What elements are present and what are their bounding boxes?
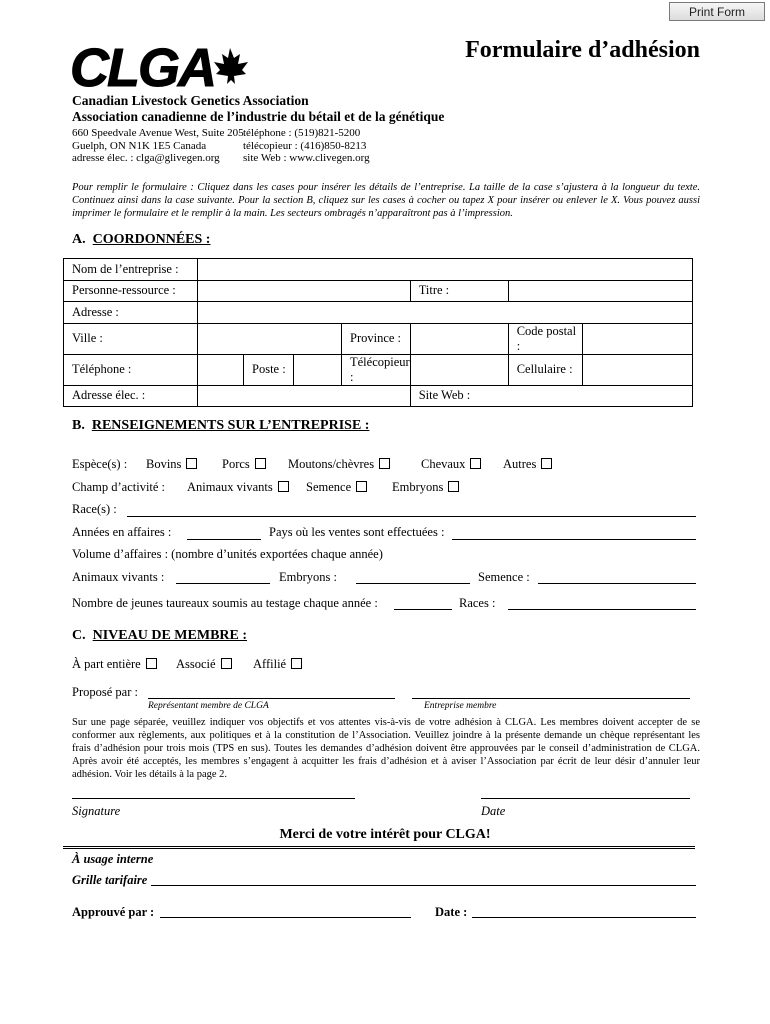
semence-option xyxy=(306,480,367,495)
date-input[interactable] xyxy=(481,798,690,799)
bovins-label: Bovins xyxy=(146,457,182,471)
races-input[interactable] xyxy=(127,516,696,517)
semen-label: Semence : xyxy=(478,570,530,584)
years-label: Années en affaires : xyxy=(72,525,172,539)
chevaux-option xyxy=(421,457,481,472)
section-a-title: COORDONNÉES : xyxy=(92,232,211,247)
section-a-letter: A. xyxy=(72,232,86,247)
phone-input[interactable] xyxy=(198,354,244,385)
company-input[interactable] xyxy=(198,259,693,281)
contact-input[interactable] xyxy=(198,280,411,302)
approval-date-label: Date : xyxy=(435,905,468,919)
associate-checkbox[interactable] xyxy=(221,658,232,669)
countries-input[interactable] xyxy=(452,539,696,540)
animaux-label: Animaux vivants xyxy=(187,480,273,494)
years-input[interactable] xyxy=(187,539,261,540)
embryons-option xyxy=(392,480,459,495)
porcs-label: Porcs xyxy=(222,457,250,471)
affiliate-label: Affilié xyxy=(253,657,287,671)
bovins-checkbox[interactable] xyxy=(186,458,197,469)
approved-by-input[interactable] xyxy=(160,917,411,918)
website-input[interactable] xyxy=(508,385,692,407)
signature-caption: Signature xyxy=(72,804,121,818)
org-fax: télécopieur : (416)850-8213 xyxy=(243,139,367,152)
fee-grid-label: Grille tarifaire xyxy=(72,873,148,887)
races2-input[interactable] xyxy=(508,609,696,610)
full-member-checkbox[interactable] xyxy=(146,658,157,669)
print-form-button[interactable]: Print Form xyxy=(669,2,765,21)
title-label: Titre : xyxy=(410,280,508,302)
associate-label: Associé xyxy=(176,657,216,671)
email-label: Adresse élec. : xyxy=(64,385,198,407)
bovins-option xyxy=(146,457,197,472)
embryos-label: Embryons : xyxy=(279,570,337,584)
semen-input[interactable] xyxy=(538,583,696,584)
coordinates-table xyxy=(63,258,693,407)
form-title: Formulaire d’adhésion xyxy=(465,37,700,63)
city-input[interactable] xyxy=(198,323,342,354)
section-b-title: RENSEIGNEMENTS SUR L’ENTREPRISE : xyxy=(91,418,370,433)
affiliate-checkbox[interactable] xyxy=(291,658,302,669)
signature-input[interactable] xyxy=(72,798,355,799)
membership-paragraph: Sur une page séparée, veuillez indiquer vos objectifs et vos attentes vis-à-vis de votre adhésion à CLGA. Les membres doivent accepter de se conformer aux règlements, aux politiques et à la constitution de l’Association. Veuillez joindre à la présente demande un chèque représentant les frais d’adhésion pour trois mois (TPS en sus). Toutes les demandes d’adhésion doivent être approuvées par le conseil d’administration de CLGA. Après avoir été acceptés, les membres s’engagent à acquitter les frais d’adhésion et à aviser l’Association par écrit de leur désir d’annuler leur adhésion. Voir les détails à la page 2. xyxy=(72,717,700,780)
date-caption: Date xyxy=(481,804,506,818)
section-c-heading xyxy=(72,628,247,644)
section-a-heading xyxy=(72,232,210,248)
cell-input[interactable] xyxy=(582,354,692,385)
company-member-input[interactable] xyxy=(412,698,690,699)
autres-option xyxy=(503,457,552,472)
postal-label: Code postal : xyxy=(508,323,582,354)
approval-date-input[interactable] xyxy=(472,917,696,918)
embryons-label: Embryons xyxy=(392,480,444,494)
rep-member-caption: Représentant membre de CLGA xyxy=(148,701,269,711)
bulls-input[interactable] xyxy=(394,609,452,610)
section-b-letter: B. xyxy=(72,418,85,433)
fax-label: Télécopieur : xyxy=(342,354,411,385)
title-input[interactable] xyxy=(508,280,692,302)
semence-checkbox[interactable] xyxy=(356,481,367,492)
races2-label: Races : xyxy=(459,596,496,610)
section-b-heading xyxy=(72,418,369,434)
activity-label: Champ d’activité : xyxy=(72,480,166,494)
province-label: Province : xyxy=(342,323,411,354)
moutons-label: Moutons/chèvres xyxy=(288,457,375,471)
fee-grid-input[interactable] xyxy=(151,885,696,886)
chevaux-checkbox[interactable] xyxy=(470,458,481,469)
org-name-en: Canadian Livestock Genetics Association xyxy=(72,93,309,108)
porcs-option xyxy=(222,457,266,472)
species-label: Espèce(s) : xyxy=(72,457,128,471)
live-animals-input[interactable] xyxy=(176,583,270,584)
divider xyxy=(63,846,695,849)
fax-input[interactable] xyxy=(410,354,508,385)
embryos-input[interactable] xyxy=(356,583,470,584)
instructions: Pour remplir le formulaire : Cliquez dans les cases pour insérer les détails de l’entreprise. La taille de la case s’ajustera à la longueur du texte. Continuez ainsi dans la case suivante. Pour la section B, cliquez sur les cases à cocher ou tapez X pour insérer ou enlever le X. Vous pouvez aussi imprimer le formulaire et le remplir à la main. Les secteurs ombragés n’apparaîtront pas à l’impression. xyxy=(72,182,700,219)
autres-label: Autres xyxy=(503,457,537,471)
full-member-option xyxy=(72,657,157,672)
moutons-option xyxy=(288,457,390,472)
chevaux-label: Chevaux xyxy=(421,457,466,471)
proposed-by-label: Proposé par : xyxy=(72,685,138,699)
approved-by-label: Approuvé par : xyxy=(72,905,155,919)
semence-label: Semence xyxy=(306,480,352,494)
postal-input[interactable] xyxy=(582,323,692,354)
animaux-option xyxy=(187,480,289,495)
org-name-fr: Association canadienne de l’industrie du bétail et de la génétique xyxy=(72,109,445,124)
org-email: adresse élec. : clga@glivegen.org xyxy=(72,152,220,164)
address-label: Adresse : xyxy=(64,302,198,324)
associate-option xyxy=(176,657,232,672)
address-input[interactable] xyxy=(198,302,693,324)
moutons-checkbox[interactable] xyxy=(379,458,390,469)
embryons-checkbox[interactable] xyxy=(448,481,459,492)
thanks-text: Merci de votre intérêt pour CLGA! xyxy=(279,827,491,842)
company-label: Nom de l’entreprise : xyxy=(64,259,198,281)
rep-member-input[interactable] xyxy=(148,698,395,699)
races-label: Race(s) : xyxy=(72,502,117,516)
porcs-checkbox[interactable] xyxy=(255,458,266,469)
org-address-line1: 660 Speedvale Avenue West, Suite 205 xyxy=(72,127,244,139)
internal-use-heading: À usage interne xyxy=(72,852,154,866)
email-input[interactable] xyxy=(198,385,411,407)
autres-checkbox[interactable] xyxy=(541,458,552,469)
org-website: site Web : www.clivegen.org xyxy=(243,152,370,164)
org-address-block xyxy=(72,127,244,165)
org-phone: téléphone : (519)821-5200 xyxy=(243,127,361,139)
org-contact-block xyxy=(243,127,370,165)
website-label: Site Web : xyxy=(410,385,508,407)
ext-label: Poste : xyxy=(244,354,294,385)
section-c-title: NIVEAU DE MEMBRE : xyxy=(92,628,248,643)
cell-label: Cellulaire : xyxy=(508,354,582,385)
province-input[interactable] xyxy=(410,323,508,354)
full-member-label: À part entière xyxy=(72,657,141,671)
affiliate-option xyxy=(253,657,302,672)
bulls-label: Nombre de jeunes taureaux soumis au testage chaque année : xyxy=(72,596,378,610)
logo-text: CLGA xyxy=(70,38,215,96)
phone-label: Téléphone : xyxy=(64,354,198,385)
clga-logo xyxy=(70,38,252,96)
org-address-line2: Guelph, ON N1K 1E5 Canada xyxy=(72,139,207,152)
live-animals-label: Animaux vivants : xyxy=(72,570,165,584)
volume-label: Volume d’affaires : (nombre d’unités exportées chaque année) xyxy=(72,547,383,561)
countries-label: Pays où les ventes sont effectuées : xyxy=(269,525,445,539)
ext-input[interactable] xyxy=(294,354,342,385)
section-c-letter: C. xyxy=(72,628,86,643)
company-member-caption: Entreprise membre xyxy=(424,701,497,711)
city-label: Ville : xyxy=(64,323,198,354)
maple-leaf-icon xyxy=(214,48,248,84)
animaux-checkbox[interactable] xyxy=(278,481,289,492)
contact-label: Personne-ressource : xyxy=(64,280,198,302)
